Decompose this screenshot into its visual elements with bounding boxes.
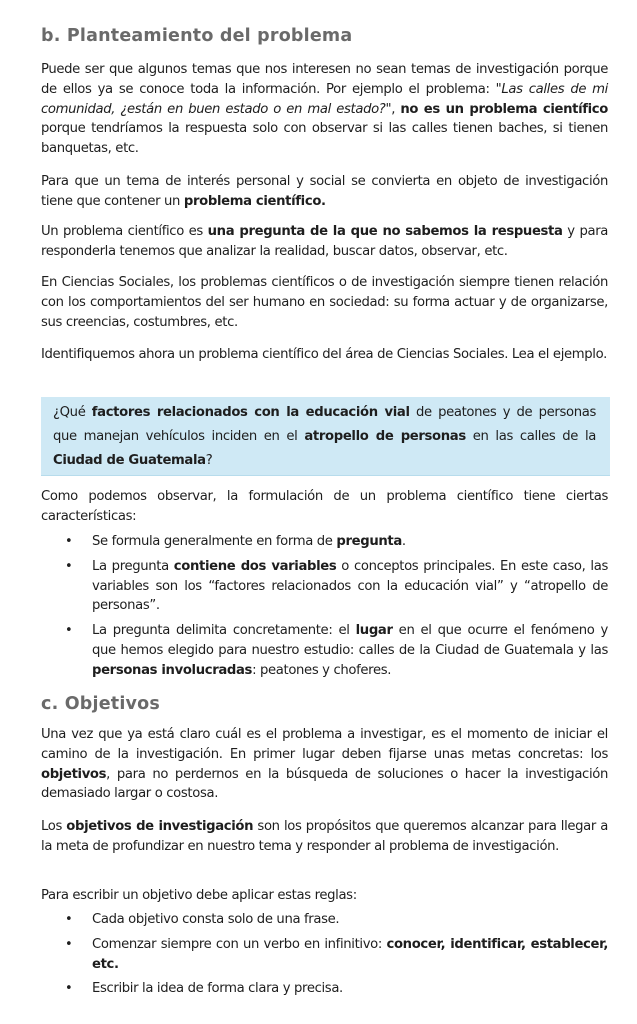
section-b-paragraph-2: Para que un tema de interés personal y social se convierta en objeto de investigación tiene que contener un problema científico.	[41, 174, 608, 209]
section-c-heading: c. Objetivos	[41, 694, 160, 714]
list-item: • Cada objetivo consta solo de una frase.	[41, 910, 608, 930]
section-b-paragraph-5: Identifiquemos ahora un problema científico del área de Ciencias Sociales. Lea el ejemplo.	[41, 347, 607, 362]
example-question: ¿Qué factores relacionados con la educación vial de peatones y de personas que manejan vehículos inciden en el atropello de personas en las calles de la Ciudad de Guatemala?	[53, 405, 597, 468]
bullet-icon: •	[65, 936, 73, 952]
list-item: • Se formula generalmente en forma de pregunta.	[41, 532, 608, 552]
bullet-icon: •	[65, 534, 73, 549]
bullet-icon: •	[65, 623, 73, 639]
section-c-paragraph-1: Una vez que ya está claro cuál es el problema a investigar, es el momento de iniciar el camino de la investigación. En primer lugar deben fijarse unas metas concretas: los objetivos, para no perdernos en la búsqueda de soluciones o hacer la investigación demasiado largar o costosa.	[41, 727, 608, 802]
section-b-heading: b. Planteamiento del problema	[41, 26, 353, 46]
section-b-paragraph-4: En Ciencias Sociales, los problemas científicos o de investigación siempre tienen relación con los comportamientos del ser humano en sociedad: su forma actuar y de organizarse, sus creencias, costumbres, etc.	[41, 275, 608, 330]
characteristics-list	[41, 532, 608, 686]
bullet-icon: •	[65, 558, 73, 574]
section-b-paragraph-1: Puede ser que algunos temas que nos interesen no sean temas de investigación porque de ellos ya se conoce toda la información. Por ejemplo el problema: "Las calles de mi comunidad, ¿están en buen estado o en mal estado?", no es un problema científico porque tendríamos la respuesta solo con observar si las calles tienen baches, si tienen banquetas, etc.	[41, 62, 608, 157]
rules-list	[41, 910, 608, 1004]
list-item: • La pregunta contiene dos variables o conceptos principales. En este caso, las variables son los “factores relacionados con la educación vial” y “atropello de personas”.	[65, 558, 608, 614]
list-item: • Escribir la idea de forma clara y precisa.	[41, 979, 608, 999]
bullet-icon: •	[65, 912, 73, 927]
section-c-paragraph-3: Para escribir un objetivo debe aplicar estas reglas:	[41, 888, 357, 903]
bullet-icon: •	[65, 981, 73, 997]
list-item: • Comenzar siempre con un verbo en infinitivo: conocer, identificar, establecer, etc.	[65, 936, 608, 972]
section-b-paragraph-3: Un problema científico es una pregunta de la que no sabemos la respuesta y para responderla tenemos que analizar la realidad, buscar datos, observar, etc.	[41, 224, 608, 259]
section-c-paragraph-2: Los objetivos de investigación son los propósitos que queremos alcanzar para llegar a la meta de profundizar en nuestro tema y responder al problema de investigación.	[41, 819, 608, 854]
section-b-paragraph-6: Como podemos observar, la formulación de un problema científico tiene ciertas características:	[41, 489, 608, 524]
list-item: • La pregunta delimita concretamente: el lugar en el que ocurre el fenómeno y que hemos elegido para nuestro estudio: calles de la Ciudad de Guatemala y las personas involucradas: peatones y choferes.	[65, 623, 608, 678]
example-question-box	[41, 397, 610, 476]
